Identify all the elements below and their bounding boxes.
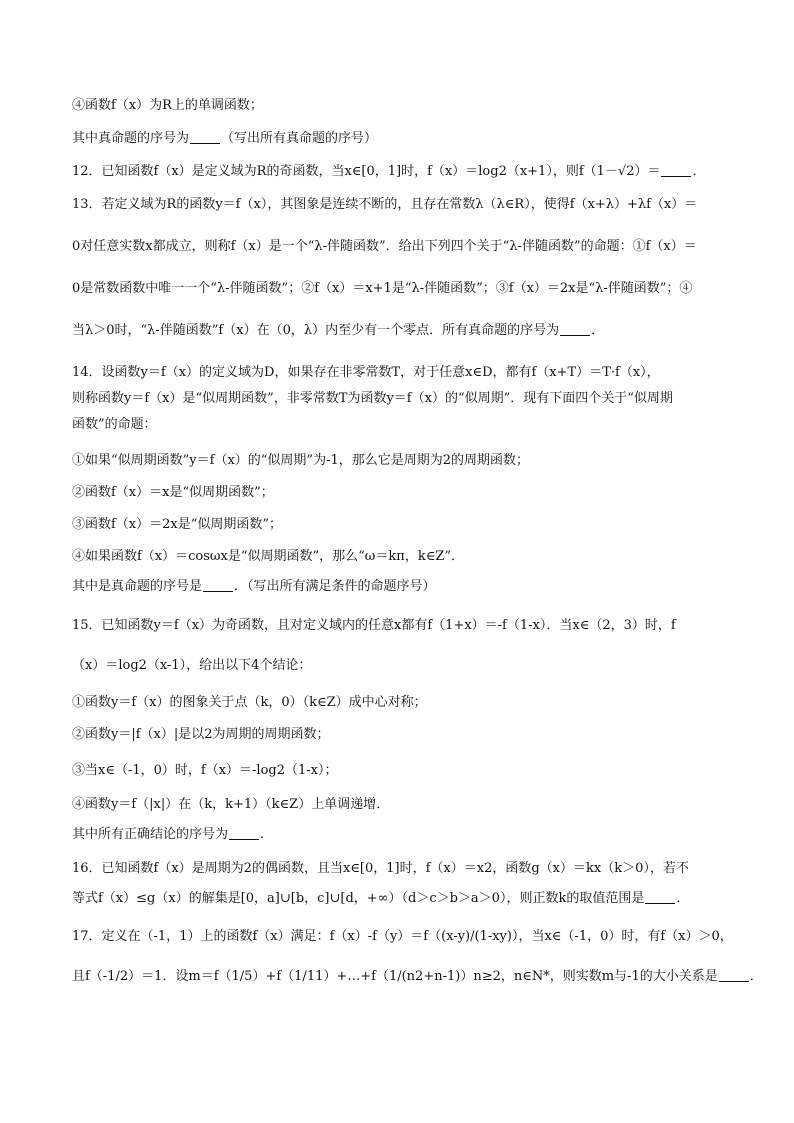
line-prop4: ④函数f（x）为R上的单调函数；	[72, 98, 263, 113]
problem-15-line1: 15．已知函数y＝f（x）为奇函数，且对定义域内的任意x都有f（1+x）＝-f（1-x）．当x∈（2，3）时，f	[72, 618, 676, 633]
problem-15-conclusion3: ③当x∈（-1，0）时，f（x）＝-log2（1-x）；	[72, 763, 338, 778]
problem-17-line2: 且f（-1/2）＝1．设m＝f（1/5）+f（1/11）+…+f（1/(n2+n-1)）n≥2，n∈N*，则实数m与-1的大小关系是 ．	[72, 969, 763, 984]
problem-15-answer: 其中所有正确结论的序号为 ．	[72, 827, 274, 842]
problem-15-line2: （x）＝log2（x-1），给出以下4个结论：	[72, 658, 312, 673]
problem-13-line3: 0是常数函数中唯一一个“λ-伴随函数”；②f（x）＝x+1是“λ-伴随函数”；③f（x）＝2x是“λ-伴随函数”；④	[72, 281, 693, 296]
problem-12: 12．已知函数f（x）是定义域为R的奇函数，当x∈[0，1]时，f（x）＝log2（x+1），则f（1－√2）＝ ．	[72, 164, 706, 179]
problem-14-answer: 其中是真命题的序号是 ．（写出所有满足条件的命题序号）	[72, 579, 436, 594]
problem-13-line2: 0对任意实数x都成立，则称f（x）是一个“λ-伴随函数”．给出下列四个关于“λ-伴随函数”的命题：①f（x）＝	[72, 239, 697, 254]
line-answer-prompt: 其中真命题的序号为 （写出所有真命题的序号）	[72, 131, 378, 146]
problem-17-line1: 17．定义在（-1，1）上的函数f（x）满足：f（x）-f（y）＝f（(x-y)/(1-xy)），当x∈（-1，0）时，有f（x）＞0，	[72, 929, 733, 944]
problem-14-prop3: ③函数f（x）＝2x是“似周期函数”；	[72, 517, 283, 532]
problem-16-line1: 16．已知函数f（x）是周期为2的偶函数，且当x∈[0，1]时，f（x）＝x2，函数g（x）＝kx（k＞0），若不	[72, 861, 689, 876]
problem-14-line3: 函数”的命题：	[72, 417, 157, 432]
problem-14-prop1: ①如果“似周期函数”y＝f（x）的“似周期”为-1，那么它是周期为2的周期函数；	[72, 453, 530, 468]
problem-14-prop2: ②函数f（x）＝x是“似周期函数”；	[72, 485, 274, 500]
problem-14-prop4: ④如果函数f（x）＝cosωx是“似周期函数”，那么“ω＝kπ，k∈Z”．	[72, 549, 464, 564]
problem-14-line1: 14．设函数y＝f（x）的定义域为D，如果存在非零常数T，对于任意x∈D，都有f（x+T）＝T·f（x），	[72, 365, 660, 380]
problem-13-line4: 当λ＞0时，“λ-伴随函数”f（x）在（0，λ）内至少有一个零点．所有真命题的序号为 ．	[72, 323, 605, 338]
problem-15-conclusion2: ②函数y＝|f（x）|是以2为周期的周期函数；	[72, 727, 330, 742]
problem-15-conclusion1: ①函数y＝f（x）的图象关于点（k，0）（k∈Z）成中心对称；	[72, 695, 427, 710]
problem-15-conclusion4: ④函数y＝f（|x|）在（k，k+1）（k∈Z）上单调递增．	[72, 797, 390, 812]
problem-16-line2: 等式f（x）≤g（x）的解集是[0，a]∪[b，c]∪[d，+∞）（d＞c＞b＞a＞0），则正数k的取值范围是 ．	[72, 891, 690, 906]
problem-14-line2: 则称函数y＝f（x）是“似周期函数”，非零常数T为函数y＝f（x）的“似周期”．现有下面四个关于“似周期	[72, 391, 673, 406]
problem-13-line1: 13．若定义域为R的函数y＝f（x），其图象是连续不断的，且存在常数λ（λ∈R），使得f（x+λ）+λf（x）＝	[72, 197, 698, 212]
